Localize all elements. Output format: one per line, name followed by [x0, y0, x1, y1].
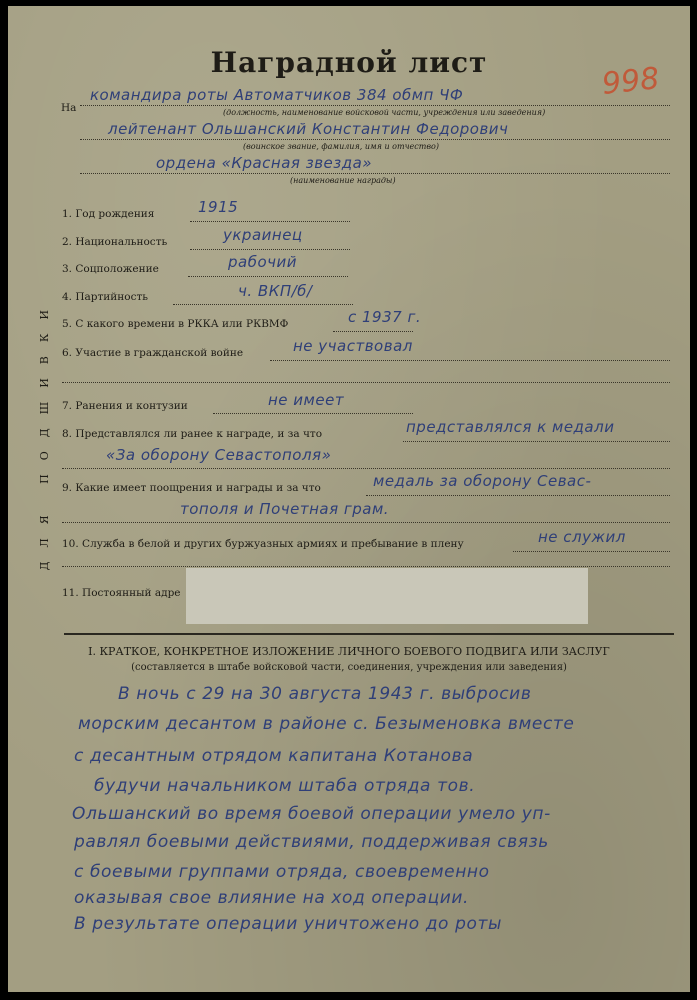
item-10-line — [513, 551, 670, 552]
item-9-value: медаль за оборону Севас- — [373, 472, 592, 490]
redacted-area — [186, 568, 588, 624]
item-9-line — [366, 495, 670, 496]
award-value: ордена «Красная звезда» — [156, 154, 373, 172]
item-7-value: не имеет — [268, 391, 345, 409]
item-9-label: 9. Какие имеет поощрения и награды и за что — [62, 482, 321, 494]
item-8-line-2 — [62, 468, 670, 469]
item-5-value: с 1937 г. — [348, 308, 422, 326]
rank-caption: (воинское звание, фамилия, имя и отчество) — [243, 142, 439, 151]
item-6-value: не участвовал — [293, 337, 413, 355]
item-7-line — [213, 413, 413, 414]
section-subheading: (составляется в штабе войсковой части, соединения, учреждения или заведения) — [131, 662, 567, 673]
side-label: ДЛЯ ПОДШИВКИ — [38, 296, 51, 571]
item-4-line — [173, 304, 353, 305]
item-8-value-2: «За оборону Севастополя» — [106, 446, 332, 464]
item-10-label: 10. Служба в белой и других буржуазных армиях и пребывание в плену — [62, 538, 464, 550]
award-line — [80, 173, 670, 174]
item-6-label: 6. Участие в гражданской войне — [62, 347, 244, 359]
narrative-line-6: равлял боевыми действиями, поддерживая связь — [74, 832, 549, 852]
item-8-line — [403, 441, 670, 442]
section-rule — [64, 633, 674, 635]
position-caption: (должность, наименование войсковой части, учреждения или заведения) — [223, 108, 546, 117]
corner-mark: 998 — [600, 61, 661, 102]
item-4-value: ч. ВКП/б/ — [238, 282, 313, 300]
item-9-line-2 — [62, 522, 670, 523]
narrative-line-5: Ольшанский во время боевой операции умело уп- — [72, 804, 551, 824]
narrative-line-2: морским десантом в районе с. Безыменовка вместе — [78, 714, 575, 734]
item-1-line — [190, 221, 350, 222]
item-2-line — [190, 249, 350, 250]
item-10-value: не служил — [538, 528, 626, 546]
item-9-value-2: тополя и Почетная грам. — [180, 500, 390, 518]
item-11-label: 11. Постоянный адре — [62, 587, 181, 599]
item-8-value: представлялся к медали — [406, 418, 615, 436]
item-2-value: украинец — [223, 226, 303, 244]
on-label: На — [61, 102, 77, 114]
narrative-line-1: В ночь с 29 на 30 августа 1943 г. выбросив — [118, 684, 532, 704]
item-3-label: 3. Соцположение — [62, 263, 159, 275]
award-sheet — [8, 6, 690, 992]
award-caption: (наименование награды) — [290, 176, 396, 185]
item-3-line — [188, 276, 348, 277]
position-line — [80, 105, 670, 106]
narrative-line-8: оказывая свое влияние на ход операции. — [74, 888, 470, 908]
item-5-line — [333, 331, 413, 332]
item-10-line-2 — [62, 566, 670, 567]
item-6-line-2 — [62, 382, 670, 383]
rank-line — [80, 139, 670, 140]
item-4-label: 4. Партийность — [62, 291, 149, 303]
item-5-label: 5. С какого времени в РККА или РКВМФ — [62, 318, 289, 330]
item-8-label: 8. Представлялся ли ранее к награде, и за что — [62, 428, 323, 440]
item-7-label: 7. Ранения и контузии — [62, 400, 188, 412]
narrative-line-3: с десантным отрядом капитана Котанова — [74, 746, 474, 766]
rank-value: лейтенант Ольшанский Константин Федорович — [108, 120, 509, 138]
narrative-line-7: с боевыми группами отряда, своевременно — [74, 862, 490, 882]
item-3-value: рабочий — [228, 253, 298, 271]
narrative-line-9: В результате операции уничтожено до роты — [74, 914, 502, 934]
document-title: Наградной лист — [210, 46, 488, 79]
section-heading: I. КРАТКОЕ, КОНКРЕТНОЕ ИЗЛОЖЕНИЕ ЛИЧНОГО БОЕВОГО ПОДВИГА ИЛИ ЗАСЛУГ — [88, 645, 610, 658]
item-2-label: 2. Национальность — [62, 236, 168, 248]
item-1-value: 1915 — [198, 198, 239, 216]
item-6-line — [270, 360, 670, 361]
position-value: командира роты Автоматчиков 384 обмп ЧФ — [90, 86, 464, 104]
item-1-label: 1. Год рождения — [62, 208, 155, 220]
narrative-line-4: будучи начальником штаба отряда тов. — [94, 776, 476, 796]
